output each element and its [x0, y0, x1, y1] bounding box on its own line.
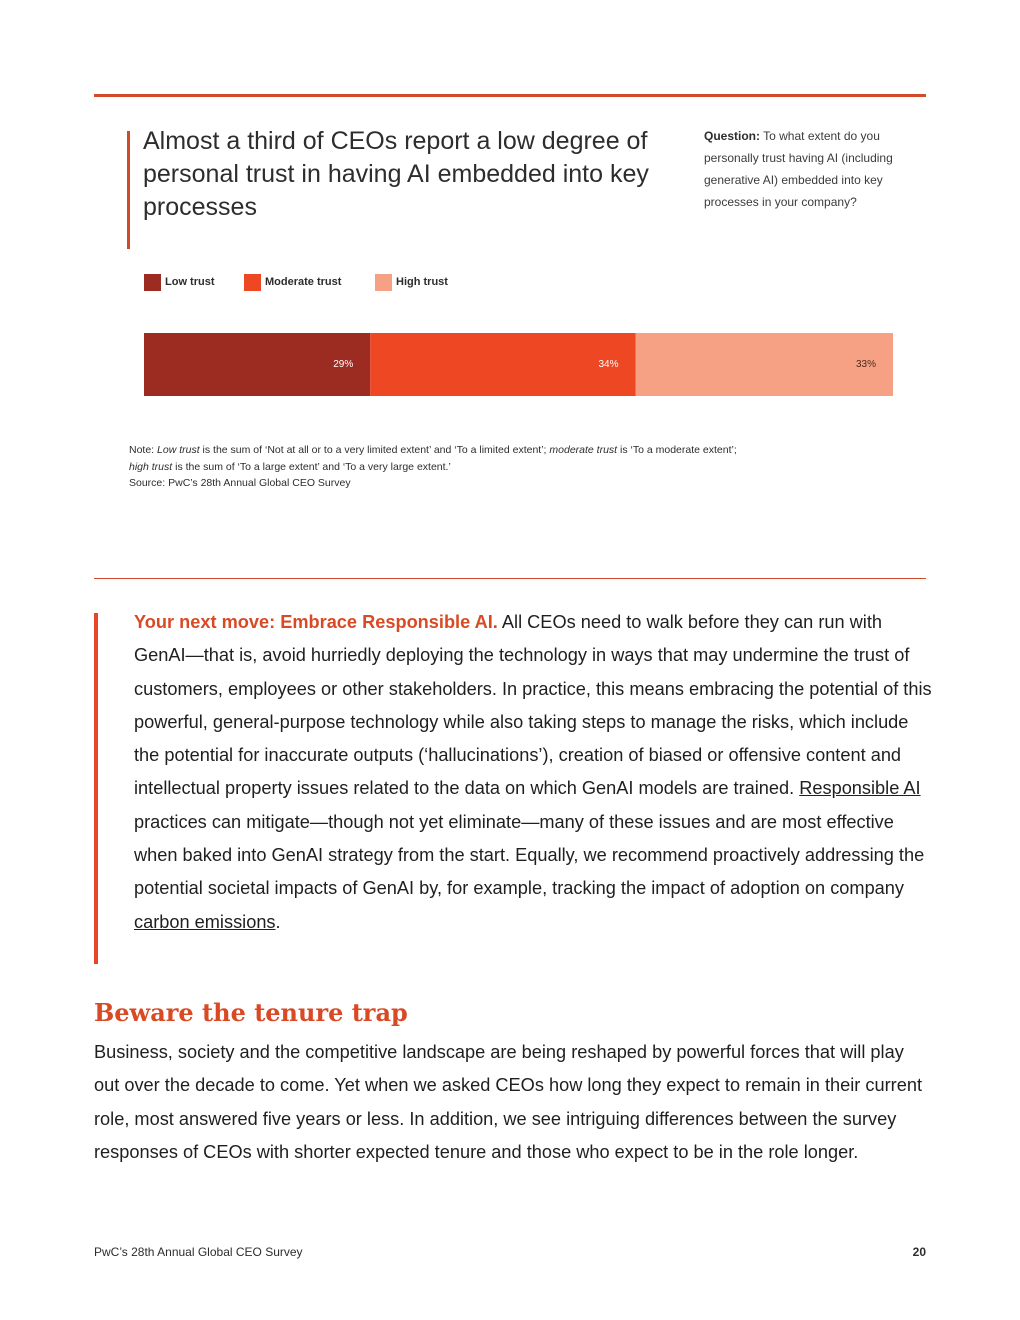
note-high-def: is the sum of ‘To a large extent’ and ‘To a very large extent.’ — [172, 460, 451, 473]
note-moderate-term: moderate trust — [549, 444, 618, 456]
bar-value-label: 33% — [855, 359, 876, 370]
chart-title: Almost a third of CEOs report a low degree of personal trust in having AI embedded into key processes — [143, 127, 649, 221]
note-moderate-def: is ‘To a moderate extent’; — [617, 444, 737, 456]
callout-lead: Your next move: Embrace Responsible AI. — [134, 612, 498, 632]
note-low-term: Low trust — [157, 444, 200, 456]
callout-text-3: . — [275, 911, 281, 932]
note-prefix: Note: — [129, 444, 158, 456]
responsible-ai-link[interactable]: Responsible AI — [799, 778, 921, 799]
next-move-callout — [134, 606, 934, 939]
legend-swatch — [144, 274, 161, 291]
callout-accent-bar — [94, 613, 98, 964]
question-label: Question: — [704, 129, 760, 143]
legend-label: Low trust — [165, 276, 215, 288]
note-high-term: high trust — [129, 460, 173, 473]
bar-value-label: 29% — [333, 359, 354, 370]
bar-segment-moderate-trust — [370, 333, 635, 396]
chart-note — [129, 442, 889, 492]
legend-label: Moderate trust — [265, 276, 342, 288]
top-rule — [94, 94, 926, 97]
survey-question — [704, 125, 919, 213]
legend-swatch — [244, 274, 261, 291]
section-heading: Beware the tenure trap — [94, 998, 408, 1027]
legend-swatch — [375, 274, 392, 291]
note-low-def: is the sum of ‘Not at all or to a very limited extent’ and ‘To a limited extent’; — [199, 444, 550, 456]
section-paragraph: Business, society and the competitive landscape are being reshaped by powerful forces that will play out over the decade to come. Yet when we asked CEOs how long they expect to remain in their current role, most answered five years or less. In addition, we see intriguing differences between the survey responses of CEOs with shorter expected tenure and those who expect to be in the role longer. — [94, 1042, 923, 1162]
stacked-bar-chart — [144, 333, 894, 397]
callout-text-2: practices can mitigate—though not yet eliminate—many of these issues and are most effective when baked into GenAI strategy from the start. Equally, we recommend proactively addressing the potential societal impacts of GenAI by, for example, tracking the impact of adoption on company — [134, 811, 925, 899]
chart-title-accent — [127, 127, 675, 249]
bar-segment-high-trust — [636, 333, 893, 396]
chart-source: Source: PwC’s 28th Annual Global CEO Survey — [129, 477, 351, 489]
section-divider — [94, 578, 926, 579]
carbon-emissions-link[interactable]: carbon emissions — [134, 911, 276, 932]
footer-publication: PwC’s 28th Annual Global CEO Survey — [94, 1245, 303, 1259]
page-number: 20 — [912, 1245, 926, 1259]
question-text: To what extent do you personally trust having AI (including generative AI) embedded into key processes in your company? — [704, 129, 893, 209]
bar-value-label: 34% — [598, 359, 619, 370]
callout-text-1: All CEOs need to walk before they can run with GenAI—that is, avoid hurriedly deploying the technology in ways that may undermine the trust of customers, employees or other stakeholders. In practice, this means embracing the potential of this powerful, general-purpose technology while also taking steps to manage the risks, which include the potential for inaccurate outputs (‘hallucinations’), creation of biased or offensive content and intellectual property issues related to the data on which GenAI models are trained. — [134, 612, 932, 799]
legend-label: High trust — [396, 276, 448, 288]
